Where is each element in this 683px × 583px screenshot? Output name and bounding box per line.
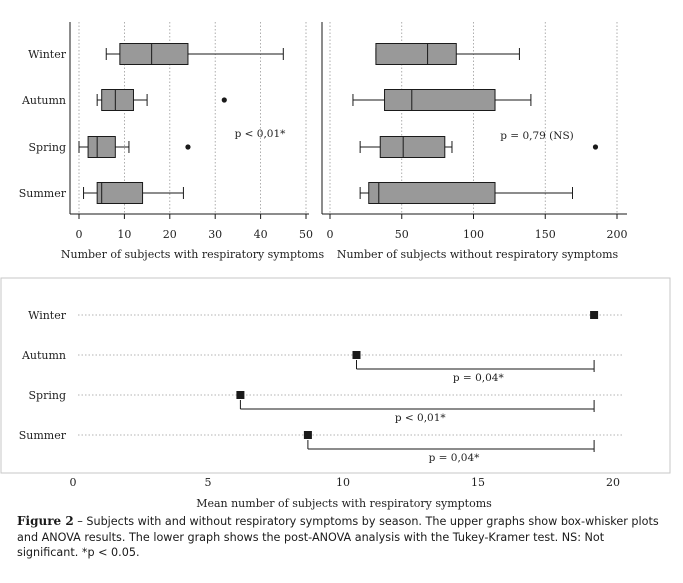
x-tick-label: 10	[336, 476, 350, 489]
anova-annotation: p = 0,79 (NS)	[500, 130, 574, 142]
tukey-panel	[1, 278, 670, 473]
caption-text: – Subjects with and without respiratory symptoms by season. The upper graphs show box-whisker plots and ANOVA results. The lower graph shows the post-ANOVA analysis with the Tukey-Kramer test. NS: Not significant. *p < 0.05.	[17, 515, 659, 559]
x-tick-label: 20	[162, 228, 177, 241]
category-label: Winter	[28, 309, 66, 322]
mean-point-summer	[304, 431, 312, 439]
x-tick-label: 0	[75, 228, 83, 241]
boxplot-panel-0	[70, 22, 309, 219]
x-tick-label: 30	[208, 228, 223, 241]
outlier-point	[593, 144, 598, 149]
x-tick-label: 20	[606, 476, 620, 489]
x-tick-label: 150	[534, 228, 556, 241]
mean-point-spring	[236, 391, 244, 399]
box-summer	[369, 183, 495, 204]
x-tick-label: 15	[471, 476, 485, 489]
figure-caption	[17, 514, 667, 561]
x-tick-label: 5	[204, 476, 212, 489]
boxplot-panel-1	[322, 22, 627, 219]
comparison-label: p = 0,04*	[452, 372, 504, 384]
outlier-point	[185, 144, 190, 149]
box-autumn	[385, 90, 495, 111]
box-summer	[97, 183, 142, 204]
category-label: Spring	[28, 141, 66, 154]
mean-point-winter	[590, 311, 598, 319]
x-tick-label: 0	[69, 476, 77, 489]
category-label: Winter	[28, 48, 66, 61]
box-autumn	[102, 90, 134, 111]
x-tick-label: 50	[394, 228, 409, 241]
category-label: Spring	[28, 389, 66, 402]
category-label: Summer	[18, 187, 66, 200]
x-axis-label: Mean number of subjects with respiratory symptoms	[196, 497, 492, 510]
box-winter	[376, 44, 456, 65]
x-tick-label: 40	[253, 228, 268, 241]
category-label: Autumn	[21, 94, 66, 107]
panel-frame	[1, 278, 670, 473]
outlier-point	[222, 97, 227, 102]
box-winter	[120, 44, 188, 65]
x-tick-label: 0	[326, 228, 334, 241]
x-tick-label: 50	[299, 228, 313, 241]
comparison-label: p = 0,04*	[428, 452, 480, 464]
comparison-label: p < 0,01*	[394, 412, 446, 424]
x-tick-label: 10	[117, 228, 132, 241]
x-axis-label: Number of subjects with respiratory symptoms	[60, 248, 325, 261]
category-label: Summer	[18, 429, 66, 442]
x-tick-label: 200	[606, 228, 628, 241]
mean-point-autumn	[353, 351, 361, 359]
x-axis-label: Number of subjects without respiratory symptoms	[336, 248, 619, 261]
box-spring	[380, 137, 445, 158]
x-tick-label: 100	[463, 228, 484, 241]
category-label: Autumn	[21, 349, 66, 362]
anova-annotation: p < 0,01*	[234, 128, 286, 140]
figure-label: Figure 2	[17, 514, 74, 528]
box-spring	[88, 137, 115, 158]
